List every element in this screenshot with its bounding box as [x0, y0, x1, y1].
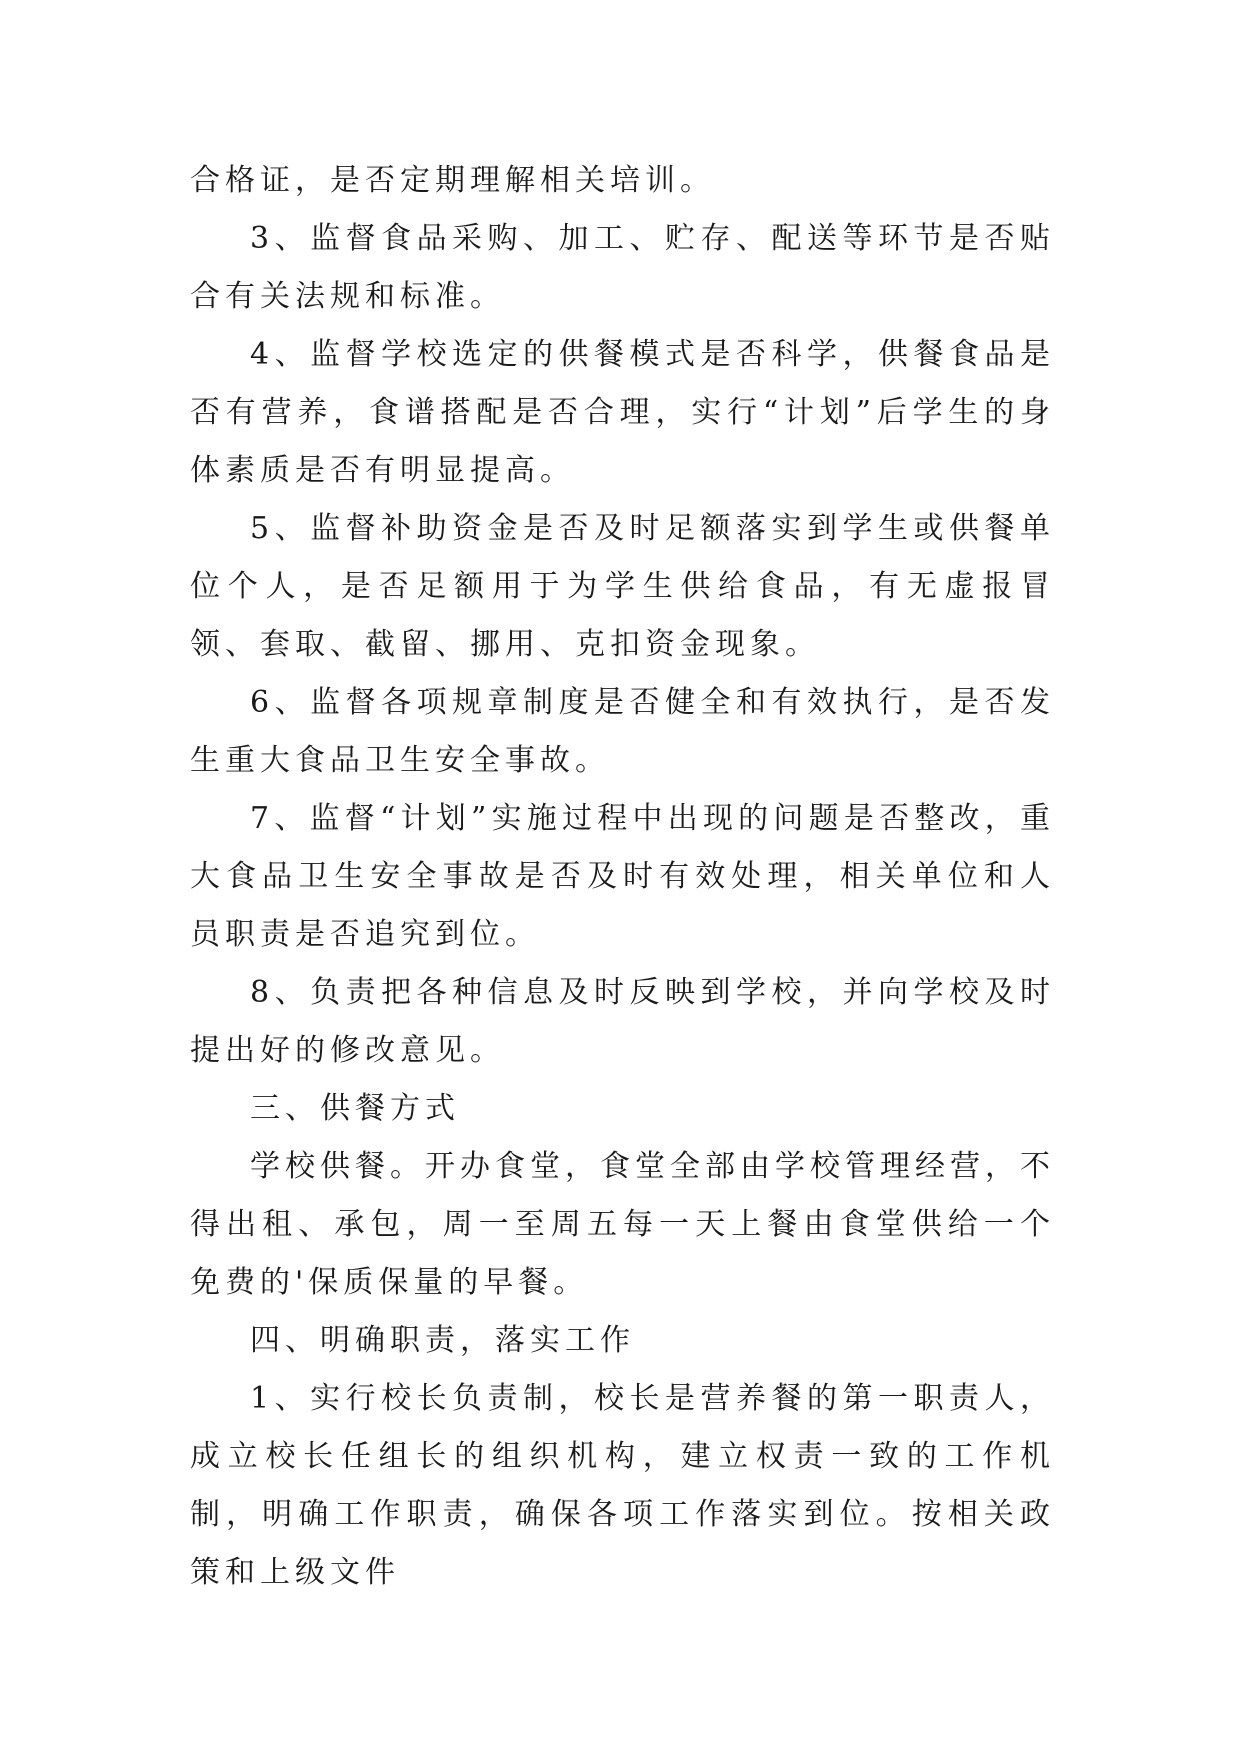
paragraph-item-3: 3、监督食品采购、加工、贮存、配送等环节是否贴合有关法规和标准。 [190, 221, 1055, 314]
paragraph-item-4: 4、监督学校选定的供餐模式是否科学，供餐食品是否有营养，食谱搭配是否合理，实行“计划”后学生的身体素质是否有明显提高。 [190, 337, 1055, 488]
document-body [190, 152, 1055, 1602]
section-heading-meal-method: 三、供餐方式 [250, 1091, 460, 1126]
paragraph-item-8: 8、负责把各种信息及时反映到学校，并向学校及时提出好的修改意见。 [190, 975, 1055, 1068]
paragraph-meal-method: 学校供餐。开办食堂，食堂全部由学校管理经营，不得出租、承包，周一至周五每一天上餐由食堂供给一个免费的'保质保量的早餐。 [190, 1149, 1055, 1300]
paragraph-item-5: 5、监督补助资金是否及时足额落实到学生或供餐单位个人，是否足额用于为学生供给食品，有无虚报冒领、套取、截留、挪用、克扣资金现象。 [190, 511, 1055, 662]
paragraph-responsibility-1: 1、实行校长负责制，校长是营养餐的第一职责人，成立校长任组长的组织机构，建立权责一致的工作机制，明确工作职责，确保各项工作落实到位。按相关政策和上级文件 [190, 1381, 1055, 1590]
paragraph-item-7: 7、监督“计划”实施过程中出现的问题是否整改，重大食品卫生安全事故是否及时有效处理，相关单位和人员职责是否追究到位。 [190, 801, 1055, 952]
paragraph-item-6: 6、监督各项规章制度是否健全和有效执行，是否发生重大食品卫生安全事故。 [190, 685, 1055, 778]
section-heading-responsibilities: 四、明确职责，落实工作 [250, 1323, 635, 1358]
paragraph-continuation: 合格证，是否定期理解相关培训。 [190, 163, 715, 198]
